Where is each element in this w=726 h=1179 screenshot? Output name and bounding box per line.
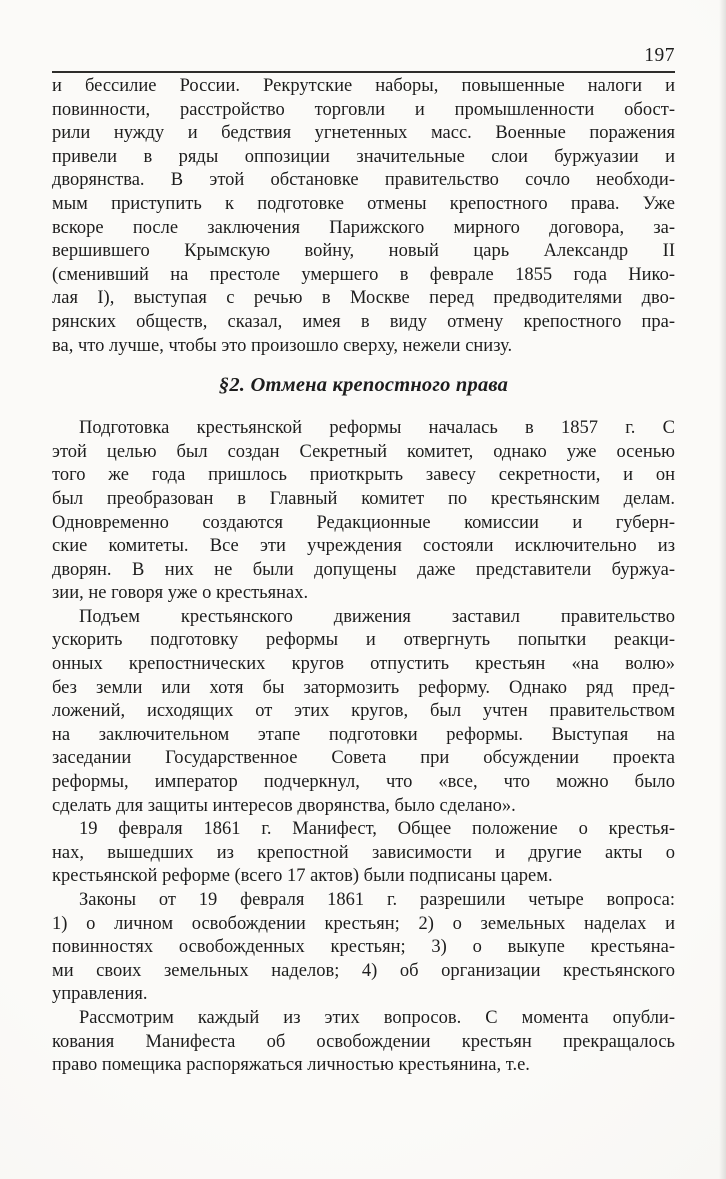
text-line: онных крепостнических кругов отпустить крестьян «на волю» — [52, 654, 675, 675]
text-line: заседании Государственное Совета при обсуждении проекта — [52, 748, 675, 769]
text-line: сделать для защиты интересов дворянства, было сделано». — [52, 795, 516, 816]
text-line: Законы от 19 февраля 1861 г. разрешили четыре вопроса: — [79, 890, 675, 910]
text-line: 19 февраля 1861 г. Манифест, Общее положение о крестья- — [79, 819, 675, 840]
text-line: лая I), выступая с речью в Москве перед предводителями дво- — [52, 288, 675, 309]
paragraph — [52, 417, 675, 606]
section-heading: §2. Отмена крепостного права — [218, 374, 509, 397]
text-line: ускорить подготовку реформы и отвергнуть попытки реакци- — [52, 630, 675, 651]
text-line: повинности, расстройство торговли и промышленности обост- — [52, 99, 675, 120]
paragraph — [52, 818, 675, 889]
text-line: вскоре после заключения Парижского мирного договора, за- — [52, 217, 675, 238]
text-line: рили нужду и бедствия угнетенных масс. Военные поражения — [52, 123, 675, 144]
header-rule — [52, 71, 675, 73]
text-line: мым приступить к подготовке отмены крепостного права. Уже — [52, 193, 675, 214]
paragraph — [52, 75, 675, 358]
text-line: ские комитеты. Все эти учреждения состояли исключительно из — [52, 536, 675, 557]
text-line: Одновременно создаются Редакционные комиссии и губерн- — [52, 512, 675, 533]
text-line: этой целью был создан Секретный комитет, однако уже осенью — [52, 441, 675, 462]
text-line: крестьянской реформе (всего 17 актов) были подписаны царем. — [52, 866, 553, 887]
text-line: того же года пришлось приоткрыть завесу секретности, и он — [52, 465, 675, 486]
text-line: дворянства. В этой обстановке правительство сочло необходи- — [52, 170, 675, 191]
text-line: Подготовка крестьянской реформы началась в 1857 г. С — [79, 418, 675, 439]
text-line: нах, вышедших из крепостной зависимости и другие акты о — [52, 842, 675, 863]
text-line: Рассмотрим каждый из этих вопросов. С момента опубли- — [79, 1007, 675, 1028]
text-line: повинностях освобожденных крестьян; 3) о выкупе крестьяна- — [52, 937, 675, 958]
text-line: (сменивший на престоле умершего в феврале 1855 года Нико- — [52, 264, 675, 285]
text-line: Подъем крестьянского движения заставил правительство — [79, 606, 675, 627]
text-line: зии, не говоря уже о крестьянах. — [52, 583, 309, 604]
text-line: 1) о личном освобождении крестьян; 2) о земельных наделах и — [52, 913, 675, 934]
paragraph — [52, 889, 675, 1007]
text-line: дворян. В них не были допущены даже представители буржуа- — [52, 559, 675, 580]
text-line: ми своих земельных наделов; 4) об организации крестьянского — [52, 960, 675, 981]
page-body — [52, 75, 675, 1078]
page-number: 197 — [644, 45, 675, 66]
text-line: на заключительном этапе подготовки реформы. Выступая на — [52, 724, 675, 745]
text-line: рянских обществ, сказал, имея в виду отмену крепостного пра- — [52, 311, 675, 332]
text-line: управления. — [52, 984, 148, 1005]
text-line: вершившего Крымскую войну, новый царь Александр II — [52, 241, 675, 262]
text-line: реформы, император подчеркнул, что «все, что можно было — [52, 772, 675, 793]
text-line: был преобразован в Главный комитет по крестьянским делам. — [52, 488, 675, 509]
text-line: право помещика распоряжаться личностью крестьянина, т.е. — [52, 1055, 530, 1076]
text-line: привели в ряды оппозиции значительные слои буржуазии и — [52, 146, 675, 167]
paragraph — [52, 606, 675, 818]
text-line: и бессилие России. Рекрутские наборы, повышенные налоги и — [52, 76, 675, 96]
text-line: кования Манифеста об освобождении крестьян прекращалось — [52, 1031, 675, 1052]
text-line: без земли или хотя бы затормозить реформу. Однако ряд пред- — [52, 677, 675, 698]
paragraph — [52, 1007, 675, 1078]
text-line: ва, что лучше, чтобы это произошло сверху, нежели снизу. — [52, 335, 513, 356]
text-line: ложений, исходящих от этих кругов, был учтен правительством — [52, 701, 675, 722]
